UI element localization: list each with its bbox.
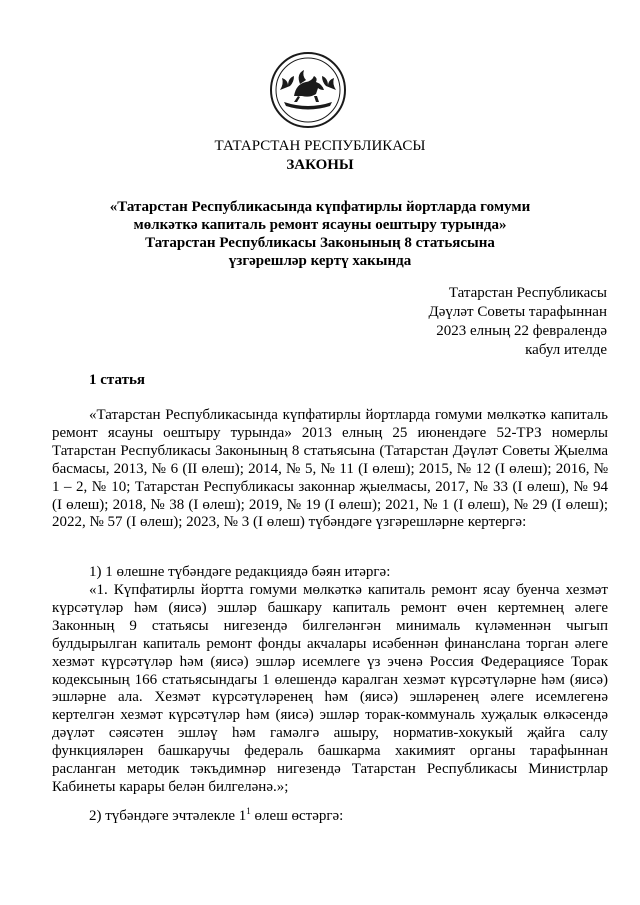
adoption-line-1: Татарстан Республикасы [448, 285, 607, 301]
law-title-line-1: «Татарстан Республикасында күпфатирлы йортларда гомуми [109, 199, 531, 215]
adoption-line-3: 2023 елның 22 февралендә [436, 323, 607, 339]
adoption-line-4: кабул ителде [525, 342, 607, 358]
coat-of-arms-icon [268, 50, 348, 130]
adoption-line-2: Дәүләт Советы тарафыннан [428, 304, 607, 320]
article-heading: 1 статья [89, 372, 145, 388]
item-2-part-superscript: 1 [246, 806, 251, 816]
republic-name: ТАТАРСТАН РЕСПУБЛИКАСЫ [214, 138, 426, 154]
item-2-part-number: 1 [238, 808, 247, 824]
item-2-intro [89, 808, 608, 826]
adoption-block [429, 284, 607, 360]
law-title-line-3: Татарстан Республикасы Законының 8 статьясына [145, 235, 495, 251]
item-1-text: «1. Күпфатирлы йортта гомуми мөлкәткә капиталь ремонт ясау буенча хезмәт күрсәтүләр һәм (яисә) эшләр башкару капиталь ремонт өчен кертемнең әлеге Законның 9 статьясы нигезендә билгеләнгән минималь күләменнән чыгып булдырылган капиталь ремонт фонды акчалары исәбеннән финанслана торган әлеге хезмәт күрсәтүләр һәм (яисә) эшләр исемлеге үз эченә Россия Федерациясе Торак кодексының 166 статьясындагы 1 өлешендә каралган хезмәт күрсәтүләрне һәм (яисә) эшләрне ала. Хезмәт күрсәтүләренең һәм (яисә) эшләренең әлеге исемлегенә кертелгән хезмәт күрсәтүләр һәм (яисә) эшләр торак-коммуналь хуҗалык өлкәсендә дәүләт сәясәтен эшләү һәм гамәлгә ашыру, норматив-хокукый җайга салу функцияләрен башкаручы федераль башкарма хакимият органы тарафыннан расланган методик тәкъдимнәр нигезендә Татарстан Республикасы Министрлар Кабинеты карары белән билгеләнә.»; [52, 582, 608, 795]
law-title-line-4: үзгәрешләр кертү хакында [228, 253, 412, 269]
law-label: ЗАКОНЫ [286, 157, 354, 173]
item-2-prefix: 2) түбәндәге эчтәлекле [89, 808, 236, 824]
item-2-suffix: өлеш өстәргә: [254, 808, 344, 824]
intro-paragraph: «Татарстан Республикасында күпфатирлы йортларда гомуми мөлкәткә капиталь ремонт ясауны оештыру турында» 2013 елның 25 июнендәге 52-ТРЗ номерлы Татарстан Республикасы Законының 8 статьясына (Татарстан Дәүләт Советы Җыелма басмасы, 2013, № 6 (II өлеш); 2014, № 5, № 11 (I өлеш); 2015, № 12 (I өлеш); 2016, № 1 – 2, № 10; Татарстан Республикасы законнар җыелмасы, 2017, № 33 (I өлеш), № 94 (I өлеш); 2018, № 38 (I өлеш); 2019, № 19 (I өлеш); 2021, № 1 (I өлеш), № 29 (I өлеш); 2022, № 57 (I өлеш); 2023, № 3 (I өлеш) түбәндәге үзгәрешләрне кертергә: [52, 407, 608, 531]
law-title-line-2: мөлкәткә капиталь ремонт ясауны оештыру турында» [133, 217, 507, 233]
item-1-intro: 1) 1 өлешне түбәндәге редакциядә бәян итәргә: [89, 564, 391, 580]
